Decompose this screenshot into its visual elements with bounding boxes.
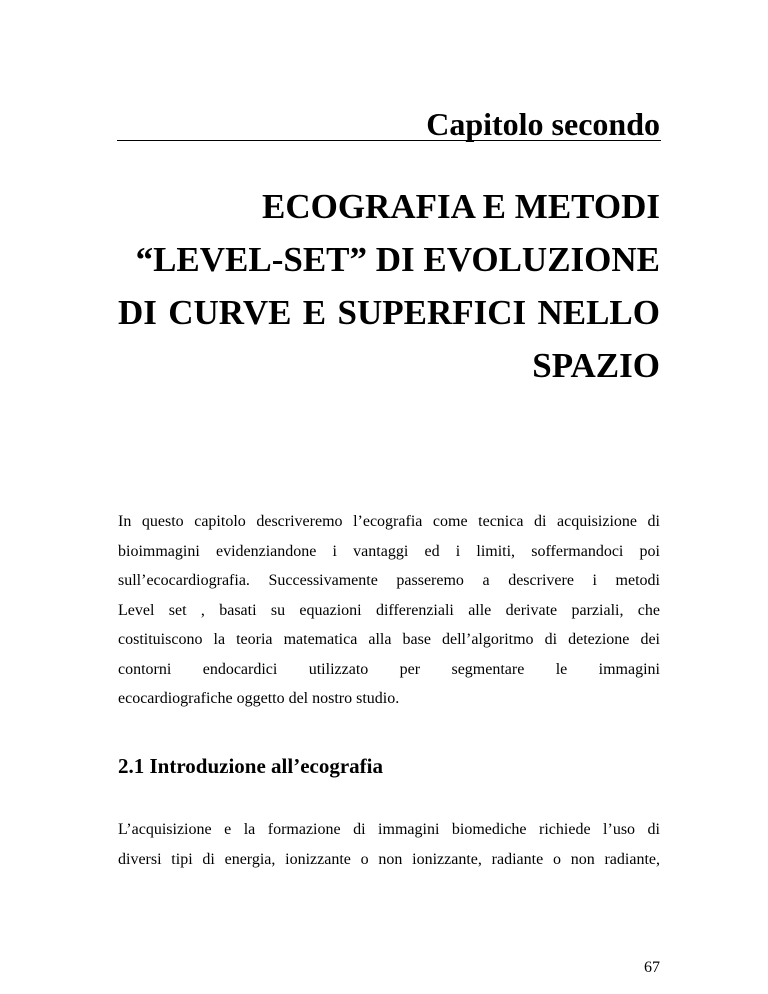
paragraph-line: contorni endocardici utilizzato per segmentare le immagini (118, 660, 660, 678)
chapter-label: Capitolo secondo (426, 106, 660, 142)
paragraph-line: Level set , basati su equazioni differenziali alle derivate parziali, che (118, 601, 660, 619)
chapter-title-line: ECOGRAFIA E METODI (261, 187, 660, 226)
paragraph-line: sull’ecocardiografia. Successivamente passeremo a descrivere i metodi (118, 572, 660, 589)
section-heading: 2.1 Introduzione all’ecografia (118, 754, 384, 778)
paragraph-line: ecocardiografiche oggetto del nostro studio. (118, 690, 400, 707)
page-number: 67 (644, 959, 660, 976)
chapter-divider (117, 140, 661, 141)
chapter-title (118, 180, 660, 392)
paragraph-line: bioimmagini evidenziandone i vantaggi ed i limiti, soffermandoci poi (118, 542, 660, 560)
paragraph-line: L’acquisizione e la formazione di immagini biomediche richiede l’uso di (118, 821, 660, 838)
paragraph-line: diversi tipi di energia, ionizzante o non ionizzante, radiante o non radiante, (118, 850, 660, 868)
paragraph-line: In questo capitolo descriveremo l’ecografia come tecnica di acquisizione di (118, 513, 660, 530)
intro-paragraph (118, 507, 660, 714)
chapter-title-line: DI CURVE E SUPERFICI NELLO (118, 293, 660, 332)
chapter-title-line: SPAZIO (532, 346, 660, 385)
chapter-title-line: “LEVEL-SET” DI EVOLUZIONE (135, 240, 660, 279)
section-paragraph (118, 815, 660, 874)
paragraph-line: costituiscono la teoria matematica alla base dell’algoritmo di detezione dei (118, 631, 660, 648)
